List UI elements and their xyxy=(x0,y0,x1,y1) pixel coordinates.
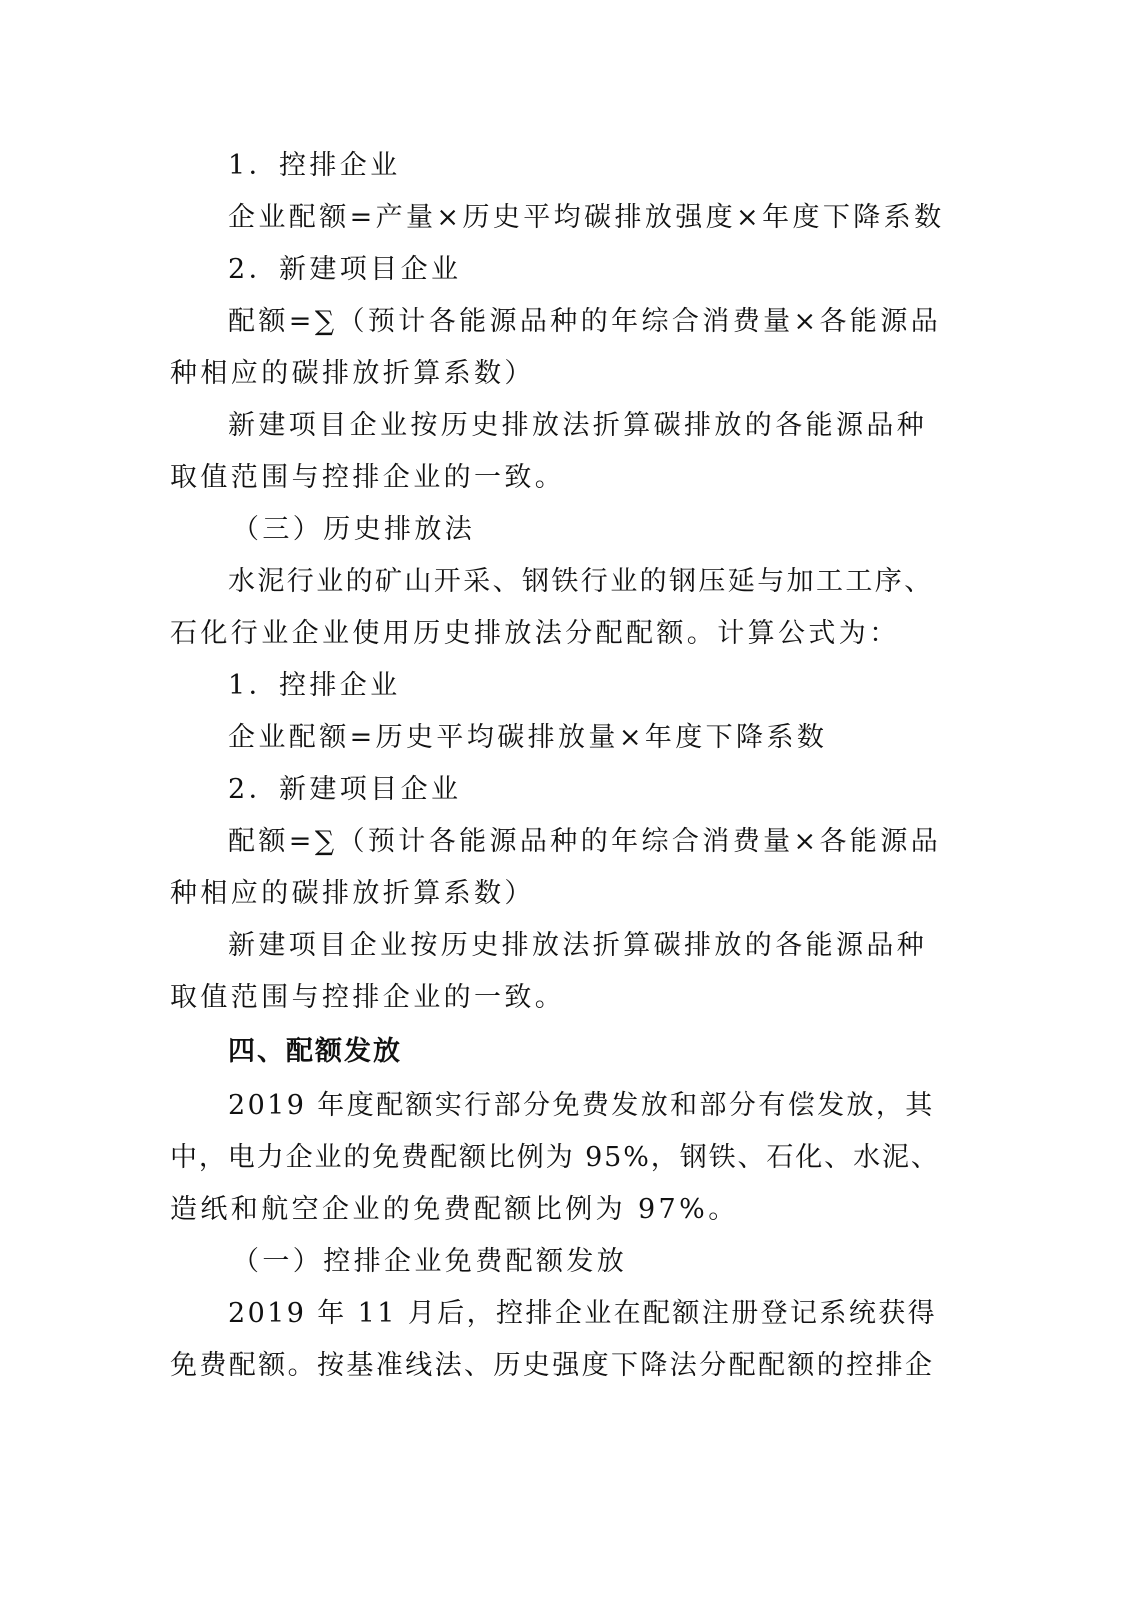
text-line: 中，电力企业的免费配额比例为 95%，钢铁、石化、水泥、 xyxy=(170,1142,940,1173)
text-line: 造纸和航空企业的免费配额比例为 97%。 xyxy=(170,1194,739,1225)
text-line: 企业配额=产量×历史平均碳排放强度×年度下降系数 xyxy=(228,202,945,233)
chapter-heading: 四、配额发放 xyxy=(228,1036,402,1067)
text-line: 水泥行业的矿山开采、钢铁行业的钢压延与加工工序、 xyxy=(228,566,934,597)
text-line: 1．控排企业 xyxy=(228,150,401,181)
section-heading: （三）历史排放法 xyxy=(232,514,476,545)
text-line: 种相应的碳排放折算系数） xyxy=(170,358,535,389)
text-line: 取值范围与控排企业的一致。 xyxy=(170,462,566,493)
text-line: 配额=∑（预计各能源品种的年综合消费量×各能源品 xyxy=(228,826,942,857)
text-line: 配额=∑（预计各能源品种的年综合消费量×各能源品 xyxy=(228,306,942,337)
text-line: 石化行业企业使用历史排放法分配配额。计算公式为： xyxy=(170,618,900,649)
text-line: 2．新建项目企业 xyxy=(228,254,462,285)
text-line: 2019 年度配额实行部分免费发放和部分有偿发放，其 xyxy=(228,1090,935,1121)
text-line: 新建项目企业按历史排放法折算碳排放的各能源品种 xyxy=(228,930,928,961)
text-line: 2．新建项目企业 xyxy=(228,774,462,805)
text-line: 种相应的碳排放折算系数） xyxy=(170,878,535,909)
text-line: 免费配额。按基准线法、历史强度下降法分配配额的控排企 xyxy=(170,1350,935,1381)
text-line: 取值范围与控排企业的一致。 xyxy=(170,982,566,1013)
text-line: 2019 年 11 月后，控排企业在配额注册登记系统获得 xyxy=(228,1298,938,1329)
section-heading: （一）控排企业免费配额发放 xyxy=(232,1246,628,1277)
text-line: 企业配额=历史平均碳排放量×年度下降系数 xyxy=(228,722,828,753)
text-line: 1．控排企业 xyxy=(228,670,401,701)
text-line: 新建项目企业按历史排放法折算碳排放的各能源品种 xyxy=(228,410,928,441)
